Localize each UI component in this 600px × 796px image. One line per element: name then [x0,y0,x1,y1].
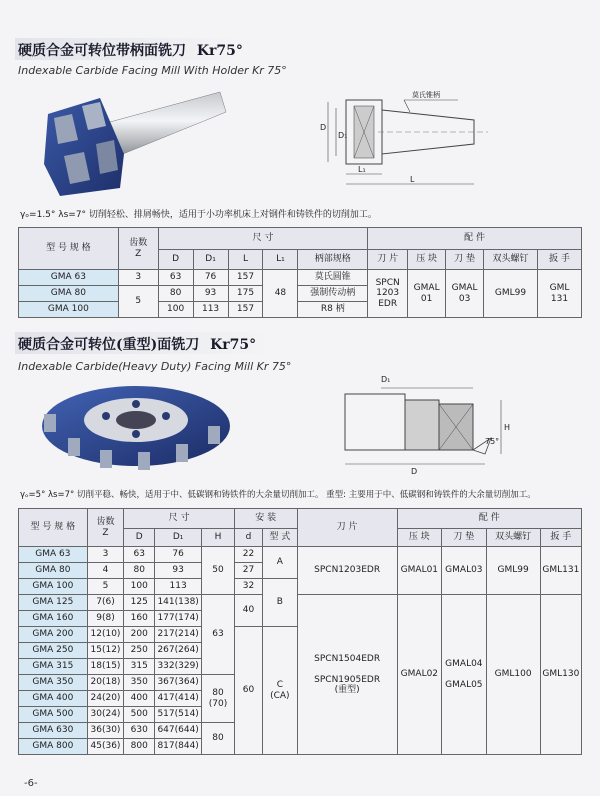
clamp-cell: GMAL 01 [408,270,446,318]
blade-cell: SPCN1203EDR [297,547,397,595]
h-cell: 80 [202,723,235,755]
section1-title-en: Indexable Carbide Facing Mill With Holder Kr 75° [18,64,287,77]
z-cell: 36(30) [87,723,124,739]
d1-cell: 177(174) [155,611,202,627]
model-cell: GMA 63 [19,547,88,563]
d1-cell: 267(264) [155,643,202,659]
z-cell: 5 [87,579,124,595]
l1-cell: 48 [263,270,298,318]
dim-d1-label: D₁ [338,131,348,140]
facing-mill-holder-drawing [318,86,518,194]
z-cell: 45(36) [87,739,124,755]
d-cell: 125 [124,595,155,611]
d-cell: 630 [124,723,155,739]
mount-type-cell: A [263,547,298,579]
d1-cell: 647(644) [155,723,202,739]
d-cell: 800 [124,739,155,755]
shank-cell: 强制传动柄 [298,286,368,302]
dim-l-label: L [410,175,415,184]
header-l1: L₁ [263,250,298,270]
model-cell: GMA 100 [19,302,119,318]
dim-h-label: H [504,423,511,432]
z-cell: 7(6) [87,595,124,611]
d-cell: 315 [124,659,155,675]
dim-l1-label: L₁ [358,165,366,174]
pad-cell: GMAL04 GMAL05 [442,595,487,755]
header-d1: D₁ [193,250,228,270]
wrench-cell: GML130 [540,595,581,755]
table-row [19,270,582,286]
header-teeth-text: 齿数 [129,238,148,249]
wrench-cell: GML131 [540,547,581,595]
wrench-cell: GML 131 [537,270,581,318]
model-cell: GMA 350 [19,675,88,691]
shank-cell: 莫氏圆锥 [298,270,368,286]
z-cell: 30(24) [87,707,124,723]
d1-cell: 517(514) [155,707,202,723]
z-cell: 20(18) [87,675,124,691]
z-cell: 4 [87,563,124,579]
header-d: D [158,250,193,270]
clamp-cell: GMAL01 [397,547,442,595]
header-size: 尺 寸 [124,509,235,529]
section2-title-cn [18,334,256,354]
header-model: 型 号 规 格 [19,509,88,547]
l-cell: 157 [228,302,263,318]
d-cell: 500 [124,707,155,723]
h-cell: 80 (70) [202,675,235,723]
d1-cell: 141(138) [155,595,202,611]
model-cell: GMA 500 [19,707,88,723]
d-cell: 200 [124,627,155,643]
z-cell: 12(10) [87,627,124,643]
d1-cell: 367(364) [155,675,202,691]
z-cell: 3 [87,547,124,563]
heavy-duty-facing-mill-image [38,380,238,480]
header-d1: D₁ [155,529,202,547]
z-cell: 24(20) [87,691,124,707]
model-cell: GMA 80 [19,563,88,579]
table-row [19,595,582,611]
shank-cell: R8 柄 [298,302,368,318]
d-cell: 350 [124,675,155,691]
header-shank: 柄部规格 [298,250,368,270]
header-mount-type: 型 式 [263,529,298,547]
l-cell: 175 [228,286,263,302]
screw-cell: GML100 [486,595,540,755]
header-size: 尺 寸 [158,228,368,250]
header-model: 型 号 规 格 [19,228,119,270]
pad-cell: GMAL 03 [446,270,484,318]
dim-d-label: D [320,123,327,132]
mount-d-cell: 40 [234,595,262,627]
dim-d-label: D [411,467,418,476]
header-z-text: Z [135,248,142,259]
blade-cell: SPCN 1203 EDR [368,270,408,318]
section2-title-kr: Kr75° [210,337,257,353]
header-teeth [118,228,158,270]
mount-d-cell: 60 [234,627,262,755]
d-cell: 100 [124,579,155,595]
header-pad: 刀 垫 [442,529,487,547]
header-d: D [124,529,155,547]
section2-spec-table [18,508,582,755]
d1-cell: 332(329) [155,659,202,675]
header-wrench: 扳 手 [537,250,581,270]
d1-cell: 93 [193,286,228,302]
header-clamp: 压 块 [397,529,442,547]
section1-title-cn [18,40,243,60]
d1-cell: 217(214) [155,627,202,643]
header-blade: 刀 片 [297,509,397,547]
model-cell: GMA 125 [19,595,88,611]
d-cell: 400 [124,691,155,707]
header-pad: 刀 垫 [446,250,484,270]
d-cell: 80 [124,563,155,579]
header-screw: 双头螺钉 [486,529,540,547]
table-row [19,547,582,563]
model-cell: GMA 160 [19,611,88,627]
section2-title-en: Indexable Carbide(Heavy Duty) Facing Mill Kr 75° [18,360,292,373]
mount-type-cell: C (CA) [263,627,298,755]
pad-cell: GMAL03 [442,547,487,595]
h-cell: 63 [202,595,235,675]
d-cell: 100 [158,302,193,318]
header-teeth-text: 齿数 [96,517,115,528]
l-cell: 157 [228,270,263,286]
d-cell: 80 [158,286,193,302]
shank-label: 莫氏锥柄 [412,91,440,99]
z-cell: 5 [118,286,158,318]
section2-title-cn-text: 硬质合金可转位(重型)面铣刀 [18,337,200,353]
header-parts: 配 件 [397,509,581,529]
header-z-text: Z [102,527,109,538]
d-cell: 63 [124,547,155,563]
header-blade: 刀 片 [368,250,408,270]
section1-spec-table [18,227,582,318]
d1-cell: 417(414) [155,691,202,707]
header-mount-d: d [234,529,262,547]
mount-type-cell: B [263,579,298,627]
d-cell: 250 [124,643,155,659]
d-cell: 160 [124,611,155,627]
model-cell: GMA 400 [19,691,88,707]
d1-cell: 113 [155,579,202,595]
section1-title-kr: Kr75° [196,43,243,59]
header-teeth [87,509,124,547]
header-l: L [228,250,263,270]
d-cell: 63 [158,270,193,286]
header-parts: 配 件 [368,228,582,250]
model-cell: GMA 250 [19,643,88,659]
heavy-duty-facing-mill-drawing [325,370,515,476]
d1-cell: 93 [155,563,202,579]
d1-cell: 76 [155,547,202,563]
header-h: H [202,529,235,547]
page-number: -6- [24,778,38,789]
h-cell: 50 [202,547,235,595]
model-cell: GMA 630 [19,723,88,739]
section2-description: γₒ=5° λs=7° 切削平稳、畅快，适用于中、低碳钢和铸铁件的大余量切削加工。 重型: 主要用于中、低碳钢和铸铁件的大余量切削加工。 [20,490,536,500]
model-cell: GMA 80 [19,286,119,302]
header-clamp: 压 块 [408,250,446,270]
section1-title-cn-text: 硬质合金可转位带柄面铣刀 [18,43,186,59]
model-cell: GMA 100 [19,579,88,595]
section1-description: γₒ=1.5° λs=7° 切削轻松、排屑畅快，适用于小功率机床上对钢件和铸铁件的切削加工。 [20,210,377,220]
clamp-cell: GMAL02 [397,595,442,755]
model-cell: GMA 315 [19,659,88,675]
mount-d-cell: 22 [234,547,262,563]
z-cell: 15(12) [87,643,124,659]
header-wrench: 扳 手 [540,529,581,547]
model-cell: GMA 200 [19,627,88,643]
d1-cell: 817(844) [155,739,202,755]
screw-cell: GML99 [486,547,540,595]
header-mount: 安 装 [234,509,297,529]
d1-cell: 76 [193,270,228,286]
z-cell: 3 [118,270,158,286]
z-cell: 9(8) [87,611,124,627]
screw-cell: GML99 [484,270,538,318]
facing-mill-with-holder-image [40,84,230,199]
model-cell: GMA 63 [19,270,119,286]
dim-angle-label: 75° [485,437,500,446]
mount-d-cell: 32 [234,579,262,595]
mount-d-cell: 27 [234,563,262,579]
model-cell: GMA 800 [19,739,88,755]
dim-d1-label: D₁ [381,375,391,384]
header-screw: 双头螺钉 [484,250,538,270]
d1-cell: 113 [193,302,228,318]
z-cell: 18(15) [87,659,124,675]
blade-cell: SPCN1504EDR SPCN1905EDR (重型) [297,595,397,755]
